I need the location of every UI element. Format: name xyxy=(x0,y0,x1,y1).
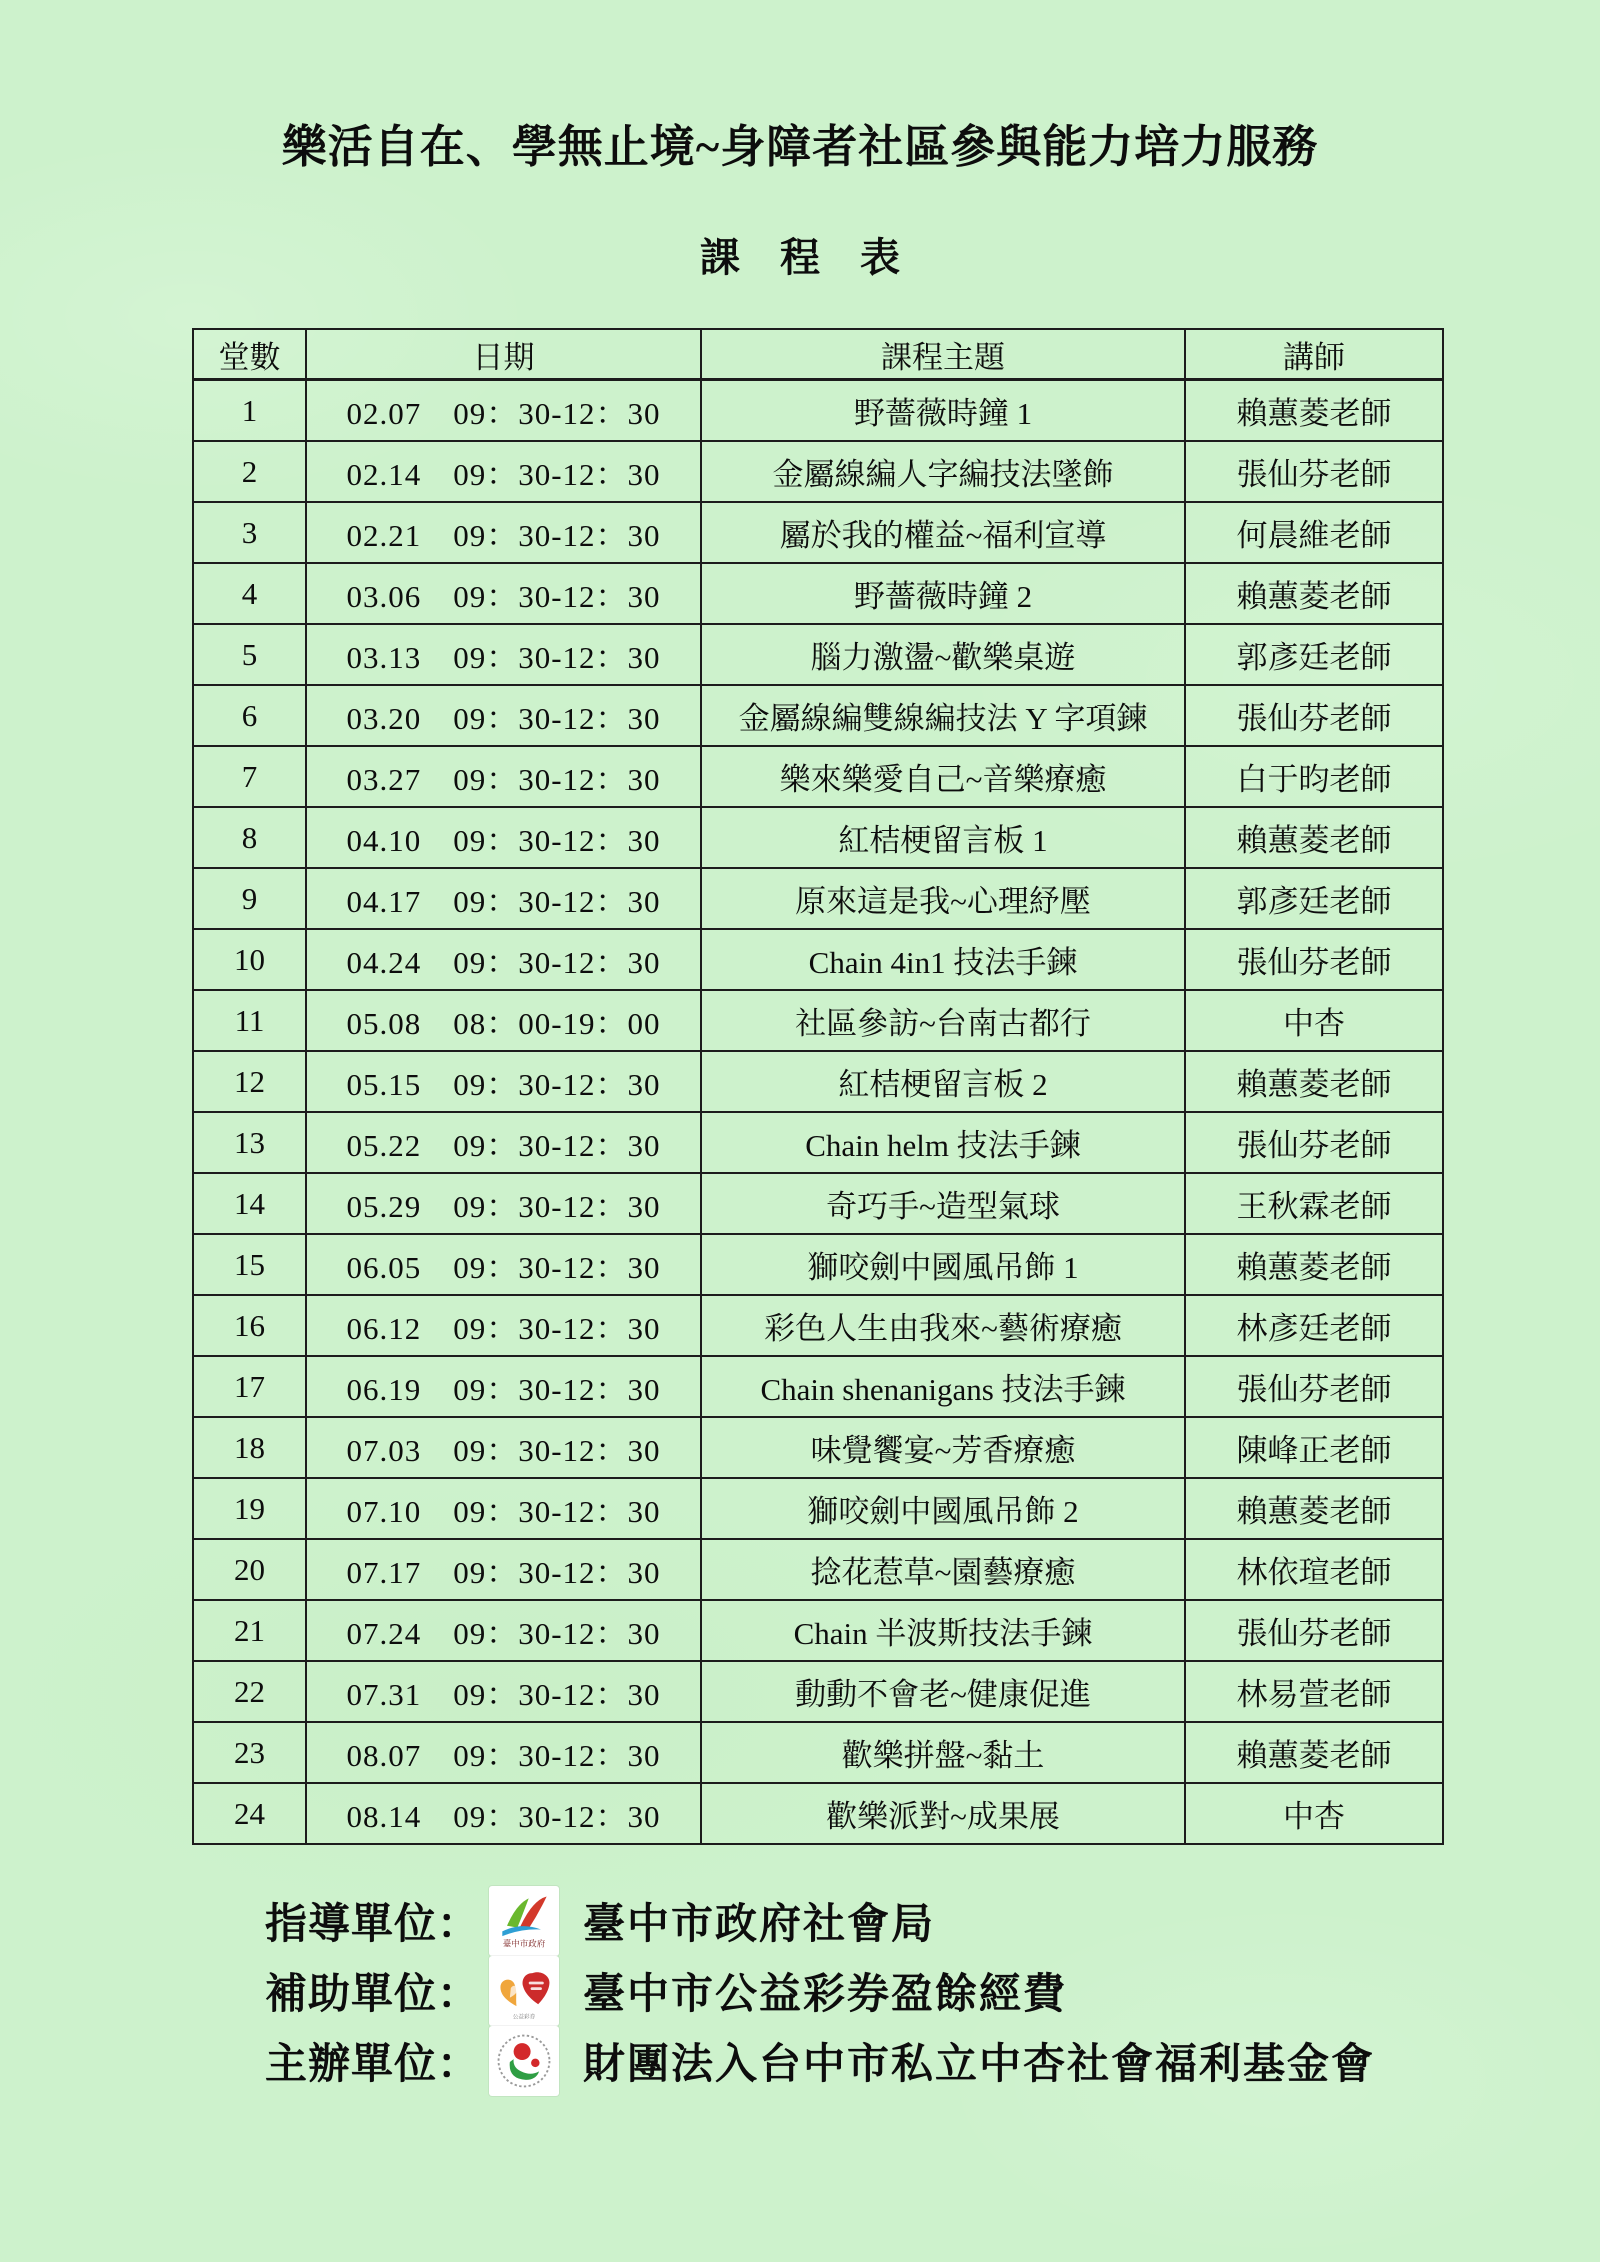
cell-teacher: 張仙芬老師 xyxy=(1185,441,1443,502)
cell-date: 07.24 09：30-12：30 xyxy=(306,1600,701,1661)
course-table-body xyxy=(193,380,1443,1845)
cell-topic: 紅桔梗留言板 2 xyxy=(701,1051,1185,1112)
cell-topic: 歡樂拼盤~黏土 xyxy=(701,1722,1185,1783)
cell-topic: 金屬線編人字編技法墜飾 xyxy=(701,441,1185,502)
cell-class-number: 3 xyxy=(193,502,306,563)
cell-teacher: 賴蕙菱老師 xyxy=(1185,380,1443,442)
table-row xyxy=(193,746,1443,807)
header-teacher: 講師 xyxy=(1185,329,1443,380)
cell-topic: Chain 半波斯技法手鍊 xyxy=(701,1600,1185,1661)
cell-teacher: 林易萱老師 xyxy=(1185,1661,1443,1722)
table-row xyxy=(193,1417,1443,1478)
cell-date: 03.27 09：30-12：30 xyxy=(306,746,701,807)
cell-class-number: 15 xyxy=(193,1234,306,1295)
cell-date: 05.08 08：00-19：00 xyxy=(306,990,701,1051)
table-row xyxy=(193,1478,1443,1539)
cell-topic: 捻花惹草~園藝療癒 xyxy=(701,1539,1185,1600)
organizing-unit-name: 財團法入台中市私立中杏社會福利基金會 xyxy=(583,2042,1376,2088)
sponsoring-unit-label: 補助單位： xyxy=(265,1972,481,2018)
cell-class-number: 14 xyxy=(193,1173,306,1234)
cell-class-number: 19 xyxy=(193,1478,306,1539)
cell-topic: Chain 4in1 技法手鍊 xyxy=(701,929,1185,990)
cell-class-number: 5 xyxy=(193,624,306,685)
cell-date: 07.17 09：30-12：30 xyxy=(306,1539,701,1600)
cell-class-number: 4 xyxy=(193,563,306,624)
cell-teacher: 張仙芬老師 xyxy=(1185,1112,1443,1173)
cell-class-number: 17 xyxy=(193,1356,306,1417)
cell-class-number: 22 xyxy=(193,1661,306,1722)
cell-date: 02.07 09：30-12：30 xyxy=(306,380,701,442)
sponsoring-unit-name: 臺中市公益彩券盈餘經費 xyxy=(583,1972,1068,2018)
page-subtitle: 課 程 表 xyxy=(700,235,900,280)
footer-row-supervising xyxy=(265,1886,1375,1956)
table-row xyxy=(193,1356,1443,1417)
cell-teacher: 白于昀老師 xyxy=(1185,746,1443,807)
cell-topic: 味覺饗宴~芳香療癒 xyxy=(701,1417,1185,1478)
cell-class-number: 24 xyxy=(193,1783,306,1844)
table-row xyxy=(193,1539,1443,1600)
cell-teacher: 賴蕙菱老師 xyxy=(1185,1234,1443,1295)
cell-class-number: 18 xyxy=(193,1417,306,1478)
cell-date: 02.21 09：30-12：30 xyxy=(306,502,701,563)
cell-teacher: 林依瑄老師 xyxy=(1185,1539,1443,1600)
cell-date: 03.20 09：30-12：30 xyxy=(306,685,701,746)
table-row xyxy=(193,1112,1443,1173)
taichung-city-gov-logo xyxy=(489,1886,559,1956)
svg-text:公益彩券: 公益彩券 xyxy=(512,2014,536,2021)
cell-topic: Chain helm 技法手鍊 xyxy=(701,1112,1185,1173)
cell-class-number: 2 xyxy=(193,441,306,502)
table-row xyxy=(193,1295,1443,1356)
cell-teacher: 張仙芬老師 xyxy=(1185,1600,1443,1661)
cell-teacher: 賴蕙菱老師 xyxy=(1185,1051,1443,1112)
cell-teacher: 張仙芬老師 xyxy=(1185,929,1443,990)
cell-date: 04.10 09：30-12：30 xyxy=(306,807,701,868)
cell-date: 07.03 09：30-12：30 xyxy=(306,1417,701,1478)
footer-row-sponsoring xyxy=(265,1956,1375,2026)
cell-teacher: 何晨維老師 xyxy=(1185,502,1443,563)
table-row xyxy=(193,1722,1443,1783)
cell-class-number: 7 xyxy=(193,746,306,807)
cell-class-number: 23 xyxy=(193,1722,306,1783)
cell-teacher: 張仙芬老師 xyxy=(1185,685,1443,746)
table-row xyxy=(193,441,1443,502)
header-date: 日期 xyxy=(306,329,701,380)
table-row xyxy=(193,624,1443,685)
cell-teacher: 賴蕙菱老師 xyxy=(1185,563,1443,624)
cell-topic: 動動不會老~健康促進 xyxy=(701,1661,1185,1722)
table-row xyxy=(193,990,1443,1051)
cell-date: 05.15 09：30-12：30 xyxy=(306,1051,701,1112)
svg-text:臺中市政府: 臺中市政府 xyxy=(502,1938,546,1949)
cell-topic: 原來這是我~心理紓壓 xyxy=(701,868,1185,929)
cell-class-number: 1 xyxy=(193,380,306,442)
cell-topic: 樂來樂愛自己~音樂療癒 xyxy=(701,746,1185,807)
cell-date: 05.29 09：30-12：30 xyxy=(306,1173,701,1234)
table-row xyxy=(193,1600,1443,1661)
cell-teacher: 賴蕙菱老師 xyxy=(1185,1722,1443,1783)
cell-teacher: 中杏 xyxy=(1185,990,1443,1051)
cell-teacher: 張仙芬老師 xyxy=(1185,1356,1443,1417)
table-row xyxy=(193,563,1443,624)
cell-topic: 紅桔梗留言板 1 xyxy=(701,807,1185,868)
cell-topic: 野薔薇時鐘 1 xyxy=(701,380,1185,442)
cell-date: 05.22 09：30-12：30 xyxy=(306,1112,701,1173)
cell-topic: 腦力激盪~歡樂桌遊 xyxy=(701,624,1185,685)
cell-class-number: 11 xyxy=(193,990,306,1051)
header-topic: 課程主題 xyxy=(701,329,1185,380)
cell-class-number: 9 xyxy=(193,868,306,929)
cell-date: 07.31 09：30-12：30 xyxy=(306,1661,701,1722)
cell-class-number: 8 xyxy=(193,807,306,868)
organizing-unit-label: 主辦單位： xyxy=(265,2042,481,2088)
cell-teacher: 賴蕙菱老師 xyxy=(1185,807,1443,868)
cell-date: 03.13 09：30-12：30 xyxy=(306,624,701,685)
cell-teacher: 郭彥廷老師 xyxy=(1185,868,1443,929)
cell-teacher: 郭彥廷老師 xyxy=(1185,624,1443,685)
cell-topic: 歡樂派對~成果展 xyxy=(701,1783,1185,1844)
cell-class-number: 20 xyxy=(193,1539,306,1600)
cell-topic: 金屬線編雙線編技法 Y 字項鍊 xyxy=(701,685,1185,746)
cell-teacher: 中杏 xyxy=(1185,1783,1443,1844)
cell-topic: 屬於我的權益~福利宣導 xyxy=(701,502,1185,563)
cell-date: 04.17 09：30-12：30 xyxy=(306,868,701,929)
cell-date: 04.24 09：30-12：30 xyxy=(306,929,701,990)
cell-class-number: 16 xyxy=(193,1295,306,1356)
cell-topic: 彩色人生由我來~藝術療癒 xyxy=(701,1295,1185,1356)
table-row xyxy=(193,868,1443,929)
cell-date: 06.05 09：30-12：30 xyxy=(306,1234,701,1295)
table-header-row xyxy=(193,329,1443,380)
cell-class-number: 12 xyxy=(193,1051,306,1112)
table-row xyxy=(193,1661,1443,1722)
cell-class-number: 6 xyxy=(193,685,306,746)
page-title: 樂活自在、學無止境~身障者社區參與能力培力服務 xyxy=(281,122,1319,172)
cell-date: 07.10 09：30-12：30 xyxy=(306,1478,701,1539)
cell-topic: Chain shenanigans 技法手鍊 xyxy=(701,1356,1185,1417)
organizer-section xyxy=(265,1886,1375,2096)
cell-topic: 奇巧手~造型氣球 xyxy=(701,1173,1185,1234)
cell-date: 03.06 09：30-12：30 xyxy=(306,563,701,624)
cell-class-number: 13 xyxy=(193,1112,306,1173)
cell-date: 06.19 09：30-12：30 xyxy=(306,1356,701,1417)
cell-date: 08.14 09：30-12：30 xyxy=(306,1783,701,1844)
cell-teacher: 陳峰正老師 xyxy=(1185,1417,1443,1478)
table-row xyxy=(193,1051,1443,1112)
supervising-unit-name: 臺中市政府社會局 xyxy=(583,1902,936,1948)
public-welfare-lottery-logo xyxy=(489,1956,559,2026)
cell-class-number: 10 xyxy=(193,929,306,990)
cell-topic: 社區參訪~台南古都行 xyxy=(701,990,1185,1051)
header-class-number: 堂數 xyxy=(193,329,306,380)
table-row xyxy=(193,807,1443,868)
supervising-unit-label: 指導單位： xyxy=(265,1902,481,1948)
cell-date: 08.07 09：30-12：30 xyxy=(306,1722,701,1783)
cell-teacher: 賴蕙菱老師 xyxy=(1185,1478,1443,1539)
chung-shing-foundation-logo xyxy=(489,2026,559,2096)
table-row xyxy=(193,929,1443,990)
cell-topic: 獅咬劍中國風吊飾 2 xyxy=(701,1478,1185,1539)
cell-date: 02.14 09：30-12：30 xyxy=(306,441,701,502)
table-row xyxy=(193,380,1443,442)
table-row xyxy=(193,1234,1443,1295)
table-row xyxy=(193,502,1443,563)
cell-topic: 獅咬劍中國風吊飾 1 xyxy=(701,1234,1185,1295)
course-table xyxy=(192,328,1444,1845)
cell-topic: 野薔薇時鐘 2 xyxy=(701,563,1185,624)
table-row xyxy=(193,1783,1443,1844)
cell-teacher: 林彥廷老師 xyxy=(1185,1295,1443,1356)
cell-date: 06.12 09：30-12：30 xyxy=(306,1295,701,1356)
footer-row-organizing xyxy=(265,2026,1375,2096)
table-row xyxy=(193,685,1443,746)
cell-class-number: 21 xyxy=(193,1600,306,1661)
table-row xyxy=(193,1173,1443,1234)
cell-teacher: 王秋霖老師 xyxy=(1185,1173,1443,1234)
